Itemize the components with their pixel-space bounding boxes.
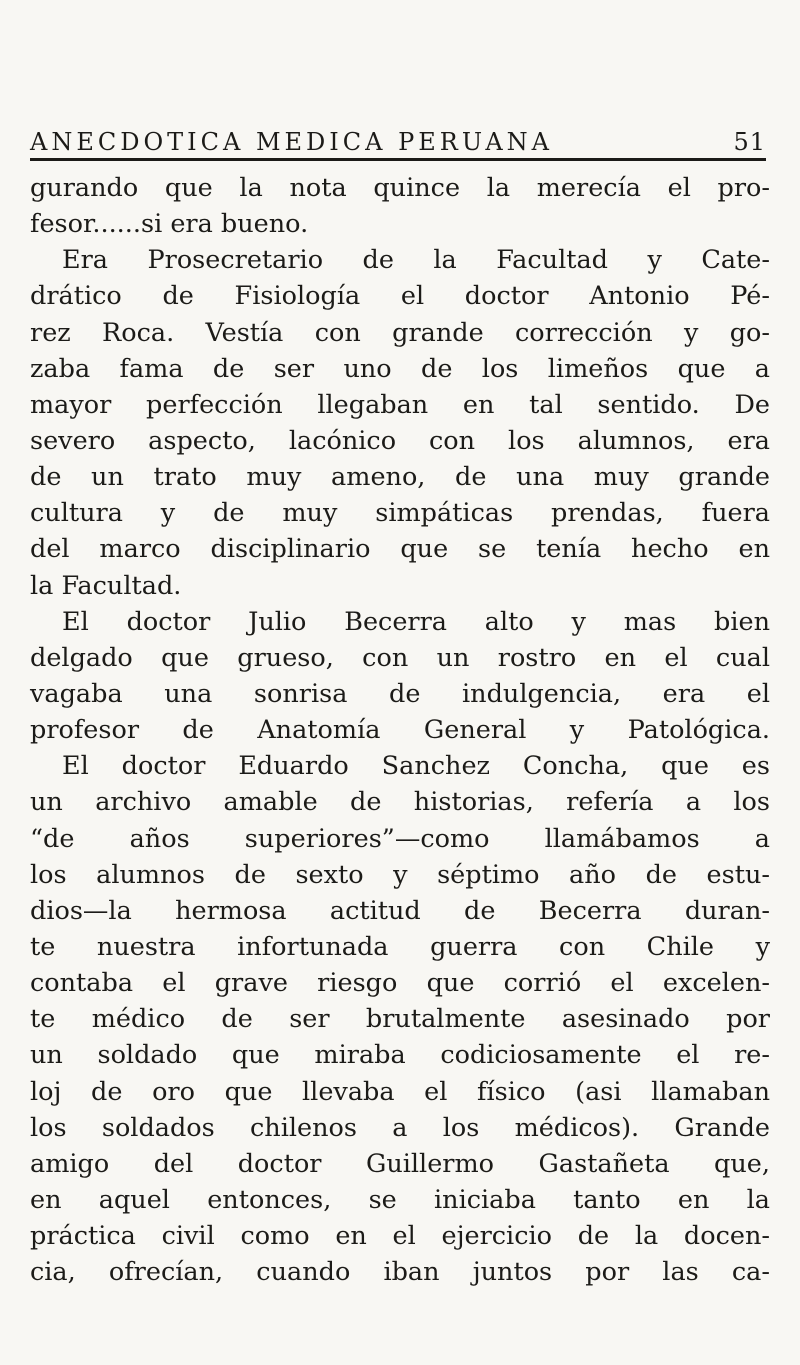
text-line: mayor perfección llegaban en tal sentido. De (30, 389, 770, 420)
text-line: los alumnos de sexto y séptimo año de estu- (30, 859, 770, 890)
text-line: “de años superiores”—como llamábamos a (30, 823, 770, 854)
text-line: de un trato muy ameno, de una muy grande (30, 462, 770, 493)
text-line: dios—la hermosa actitud de Becerra duran- (30, 895, 770, 926)
text-line: zaba fama de ser uno de los limeños que a (30, 353, 770, 384)
text-line: del marco disciplinario que se tenía hecho en (30, 534, 770, 565)
text-line: cultura y de muy simpáticas prendas, fuera (30, 498, 770, 529)
text-line: te nuestra infortunada guerra con Chile y (30, 931, 770, 962)
text-line: la Facultad. (30, 570, 182, 601)
text-line: El doctor Julio Becerra alto y mas bien (62, 606, 770, 637)
running-head (30, 128, 766, 161)
text-line: gurando que la nota quince la merecía el pro- (30, 173, 770, 203)
text-line: amigo del doctor Guillermo Gastañeta que, (30, 1148, 770, 1179)
body-text (30, 170, 770, 1290)
text-line: rez Roca. Vestía con grande corrección y go- (30, 317, 770, 348)
text-line: fesor......si era bueno. (30, 209, 309, 240)
text-line: profesor de Anatomía General y Patológica. (30, 715, 770, 746)
text-line: cia, ofrecían, cuando iban juntos por las ca- (30, 1257, 770, 1288)
text-line: un archivo amable de historias, refería a los (30, 787, 770, 818)
text-line: loj de oro que llevaba el físico (asi llamaban (30, 1076, 770, 1107)
page-number: 51 (733, 128, 766, 156)
text-line: contaba el grave riesgo que corrió el excelen- (30, 968, 770, 999)
text-line: vagaba una sonrisa de indulgencia, era el (30, 678, 770, 709)
running-head-title: ANECDOTICA MEDICA PERUANA (30, 128, 553, 156)
text-line: delgado que grueso, con un rostro en el cual (30, 642, 770, 673)
text-line: los soldados chilenos a los médicos). Grande (30, 1112, 770, 1143)
text-line: práctica civil como en el ejercicio de la docen- (30, 1221, 770, 1252)
text-line: severo aspecto, lacónico con los alumnos, era (30, 425, 770, 456)
text-line: te médico de ser brutalmente asesinado por (30, 1004, 770, 1035)
text-line: Era Prosecretario de la Facultad y Cate- (62, 245, 770, 276)
text-line: El doctor Eduardo Sanchez Concha, que es (62, 751, 770, 782)
text-line: drático de Fisiología el doctor Antonio Pé- (30, 281, 770, 312)
text-line: en aquel entonces, se iniciaba tanto en la (30, 1184, 770, 1215)
text-line: un soldado que miraba codiciosamente el re- (30, 1040, 770, 1071)
